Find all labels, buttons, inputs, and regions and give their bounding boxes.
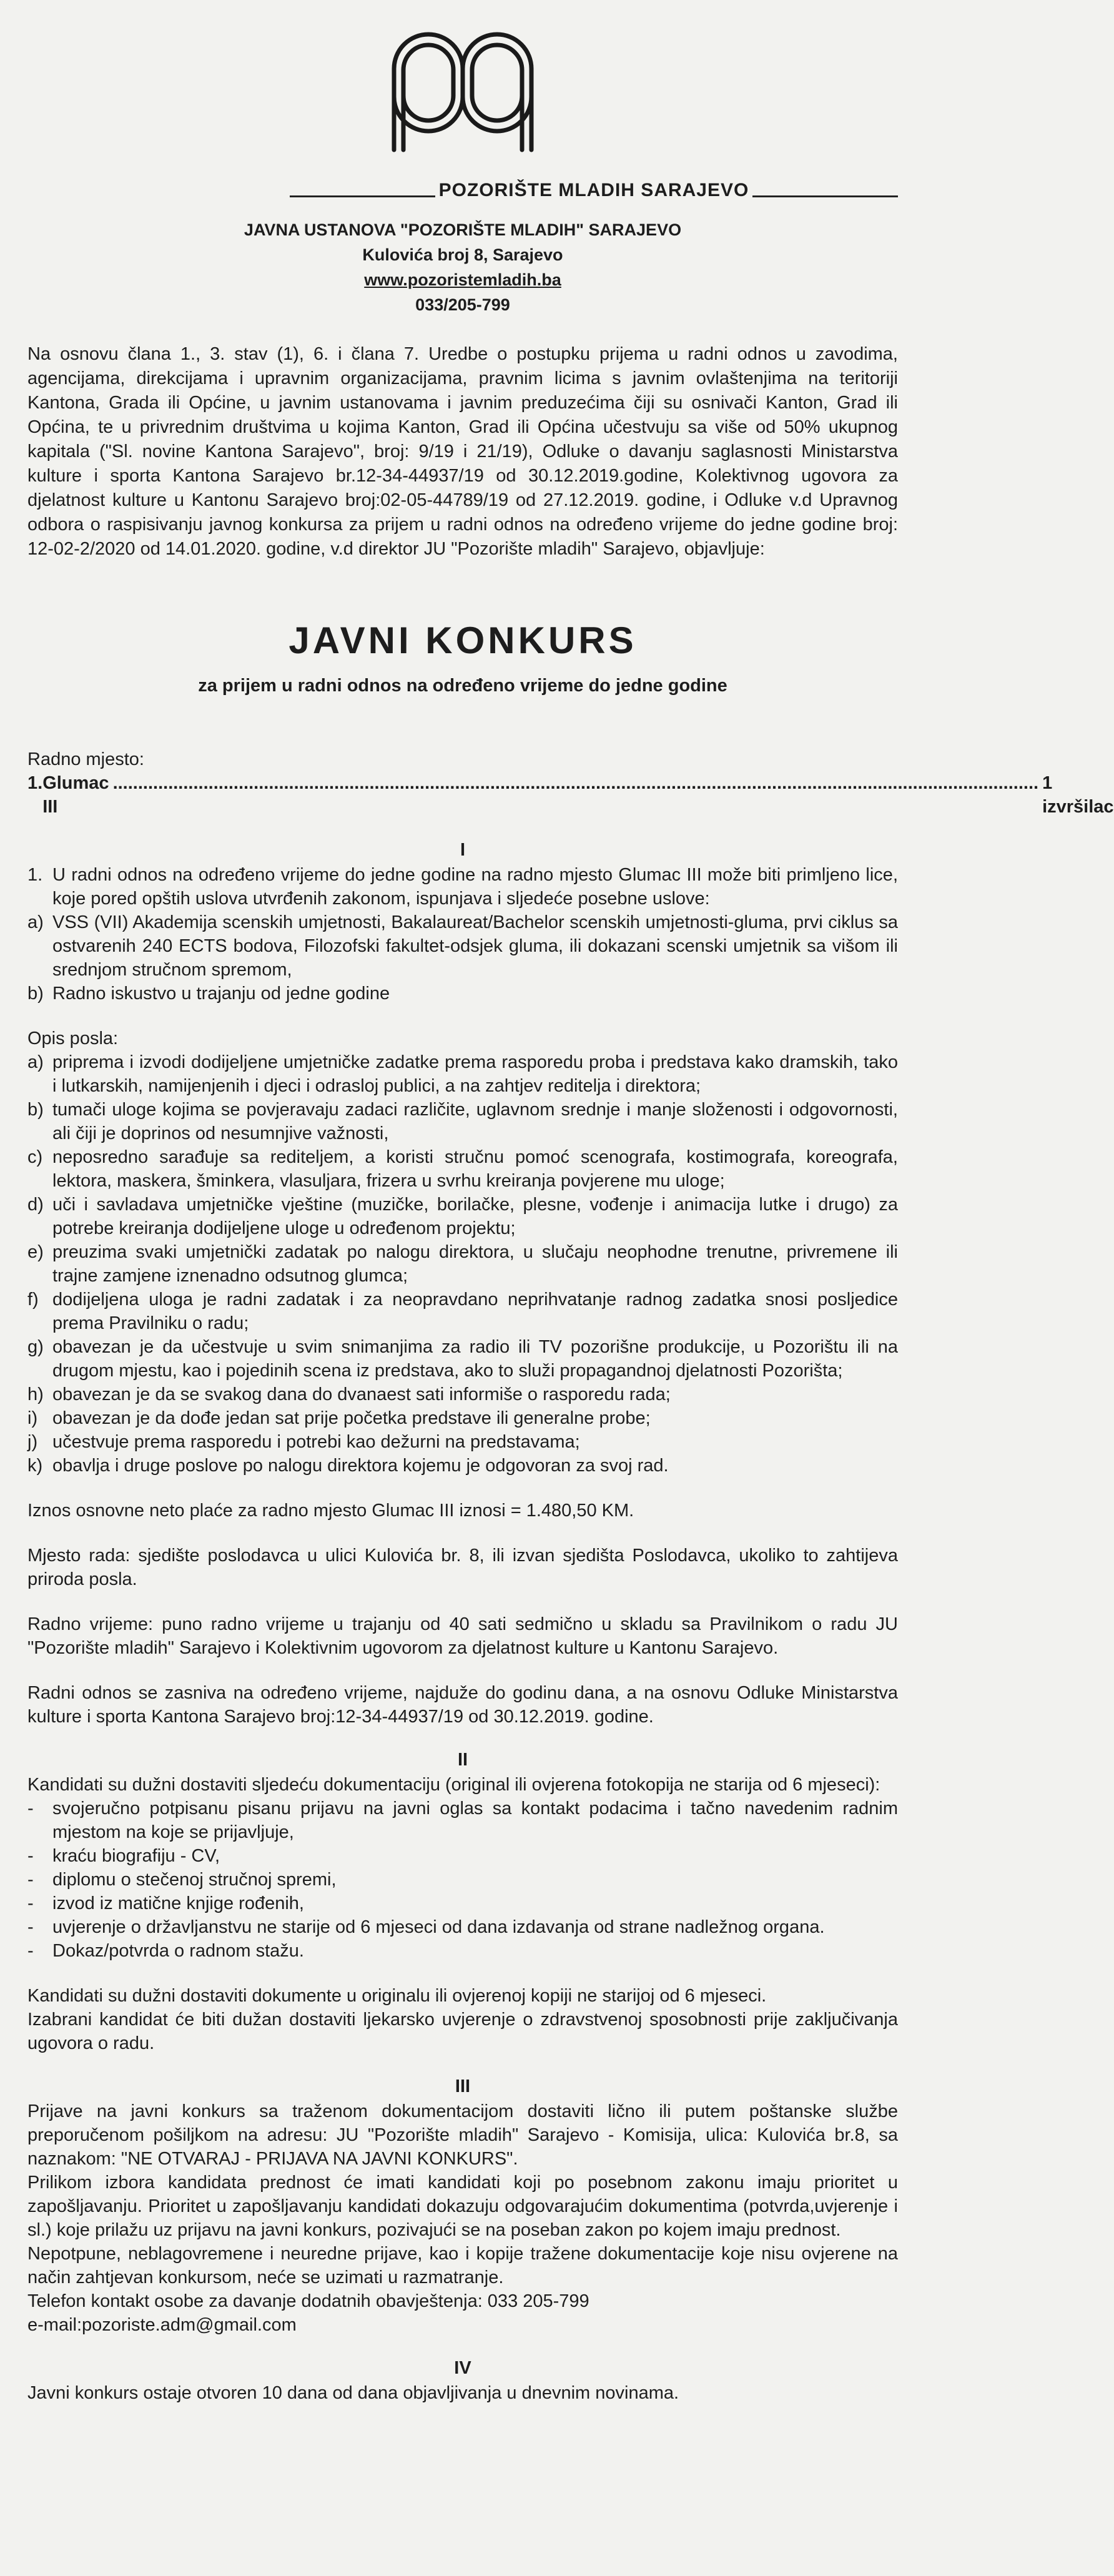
list-text: U radni odnos na određeno vrijeme do jedne godine na radno mjesto Glumac III može biti primljeno lice, koje pored opštih uslova utvrđenih zakonom, ispunjava i sljedeće posebne uslove:: [52, 865, 898, 909]
list-text: diplomu o stečenoj stručnoj spremi,: [52, 1870, 337, 1890]
list-marker: d): [27, 1195, 44, 1215]
list-text: izvod iz matične knjige rođenih,: [52, 1893, 304, 1913]
list-item: [27, 1145, 898, 1193]
position-number: 1.: [27, 773, 43, 793]
section-heading-3: III: [455, 2076, 471, 2096]
position-dot-leader: ........................................................................................................................................................................................: [112, 773, 1039, 793]
list-text: dodijeljena uloga je radni zadatak i za neopravdano neprihvatanje radnog zadatka snosi posljedice prema Pravilniku o radu;: [52, 1290, 898, 1333]
closing-paragraph: Javni konkurs ostaje otvoren 10 dana od dana objavljivanja u dnevnim novinama.: [27, 2383, 679, 2403]
list-marker: a): [27, 1052, 44, 1072]
documents-note-medical: Izabrani kandidat će biti dužan dostaviti ljekarsko uvjerenje o zdravstvenoj sposobnosti prije zaključivanja ugovora o radu.: [27, 2010, 898, 2053]
list-text: Dokaz/potvrda o radnom stažu.: [52, 1941, 304, 1961]
list-item: [27, 1383, 898, 1406]
header-rule-left: [290, 195, 435, 197]
list-item: [27, 1406, 898, 1430]
list-marker: -: [27, 1799, 34, 1818]
phone-number: 033/205-799: [415, 295, 510, 314]
working-time-paragraph: Radno vrijeme: puno radno vrijeme u trajanju od 40 sati sedmično u skladu sa Pravilnikom o radu JU "Pozorište mladih" Sarajevo i Kolektivnim ugovorom za djelatnost kulture u Kantonu Sarajevo.: [27, 1614, 898, 1658]
list-text: obavezan je da se svakog dana do dvanaest sati informiše o rasporedu rada;: [52, 1384, 671, 1404]
header-rule-right: [752, 195, 898, 197]
list-item: [27, 1240, 898, 1288]
street-address: Kulovića broj 8, Sarajevo: [362, 245, 563, 264]
duties-label: Opis posla:: [27, 1029, 119, 1049]
header-rule: [27, 180, 898, 201]
institution-address-block: [27, 217, 898, 317]
position-label: Radno mjesto:: [27, 749, 144, 769]
list-item: [27, 1454, 898, 1478]
list-item: [27, 1868, 898, 1892]
list-text: uči i savladava umjetničke vještine (muzičke, borilačke, plesne, vođenje i animacija lutke i drugo) za potrebe kreiranja dodijeljene uloge u određenom projektu;: [52, 1195, 898, 1238]
position-count: 1 izvršilac: [1042, 773, 1114, 817]
section-heading-1: I: [460, 840, 466, 860]
documents-list: [27, 1797, 898, 1963]
legal-basis-paragraph: Na osnovu člana 1., 3. stav (1), 6. i člana 7. Uredbe o postupku prijema u radni odnos u zavodima, agencijama, direkcijama i upravnim organizacijama, pravnim licima s javnim ovlaštenjima na teritoriji Kantona, Grada ili Općine, u javnim ustanovama i javnim preduzećima čiji su osnivači Kanton, Grad ili Općina, te u privrednim društvima u kojima Kanton, Grad ili Općina učestvuju sa više od 50% ukupnog kapitala ("Sl. novine Kantona Sarajevo", broj: 9/19 i 21/19), Odluke o davanju saglasnosti Ministarstva kulture i sporta Kantona Sarajevo br.12-34-44937/19 od 30.12.2019.godine, Kolektivnog ugovora za djelatnost kulture u Kantonu Sarajevo broj:02-05-44789/19 od 27.12.2019. godine, i Odluke v.d Upravnog odbora o raspisivanju javnog konkursa za prijem u radni odnos na određeno vrijeme do jedne godine broj: 12-02-2/2020 od 14.01.2020. godine, v.d direktor JU "Pozorište mladih" Sarajevo, objavljuje:: [27, 344, 898, 559]
list-item: [27, 1098, 898, 1145]
list-marker: f): [27, 1290, 39, 1310]
conditions-list: [27, 910, 898, 1005]
list-marker: -: [27, 1893, 34, 1913]
list-marker: e): [27, 1242, 44, 1262]
list-text: svojeručno potpisanu pisanu prijavu na javni oglas sa kontakt podacima i tačno navedenim radnim mjestom na koje se prijavljuje,: [52, 1799, 898, 1842]
incomplete-applications-paragraph: Nepotpune, neblagovremene i neuredne prijave, kao i kopije tražene dokumentacije koje nisu ovjerene na način zahtjevan konkursom, neće se uzimati u razmatranje.: [27, 2244, 898, 2287]
contact-phone: Telefon kontakt osobe za davanje dodatnih obavještenja: 033 205-799: [27, 2291, 589, 2311]
list-marker: g): [27, 1337, 44, 1357]
list-text: Radno iskustvo u trajanju od jedne godine: [52, 984, 390, 1004]
list-item: [27, 1844, 898, 1868]
list-text: uvjerenje o državljanstvu ne starije od 6 mjeseci od dana izdavanja od strane nadležnog organa.: [52, 1917, 825, 1937]
institution-name: JAVNA USTANOVA "POZORIŠTE MLADIH" SARAJEVO: [244, 220, 682, 239]
workplace-paragraph: Mjesto rada: sjedište poslodavca u ulici Kulovića br. 8, ili izvan sjedišta Poslodavca, ukoliko to zahtijeva priroda posla.: [27, 1546, 898, 1589]
list-text: obavlja i druge poslove po nalogu direktora kojemu je odgovoran za svoj rad.: [52, 1456, 669, 1476]
position-name: Glumac III: [42, 773, 109, 817]
list-marker: b): [27, 1100, 44, 1120]
submission-paragraph: Prijave na javni konkurs sa traženom dokumentacijom dostaviti lično ili putem poštanske službe preporučenom pošiljkom na adresu: JU "Pozorište mladih" Sarajevo - Komisija, ulica: Kulovića br.8, sa naznakom: "NE OTVARAJ - PRIJAVA NA JAVNI KONKURS".: [27, 2101, 898, 2169]
list-item: [27, 1797, 898, 1844]
documents-intro: Kandidati su dužni dostaviti sljedeću dokumentaciju (original ili ovjerena fotokopija ne starija od 6 mjeseci):: [27, 1775, 880, 1795]
list-marker: j): [27, 1432, 38, 1452]
list-item: [27, 1050, 898, 1098]
contact-email[interactable]: e-mail:pozoriste.adm@gmail.com: [27, 2315, 297, 2335]
list-item: [27, 1193, 898, 1240]
section-heading-4: IV: [454, 2358, 471, 2378]
announcement-subtitle: za prijem u radni odnos na određeno vrijeme do jedne godine: [198, 676, 727, 696]
theatre-name: POZORIŠTE MLADIH SARAJEVO: [438, 180, 749, 200]
list-marker: b): [27, 984, 44, 1004]
documents-note-original: Kandidati su dužni dostaviti dokumente u originalu ili ovjerenoj kopiji ne starijoj od 6 mjeseci.: [27, 1986, 767, 2006]
list-item: [27, 1288, 898, 1335]
list-text: tumači uloge kojima se povjeravaju zadaci različite, uglavnom srednje i manje složenosti i odgovornosti, ali čiji je doprinos od nesumnjive važnosti,: [52, 1100, 898, 1143]
website-link[interactable]: www.pozoristemladih.ba: [364, 270, 561, 289]
list-marker: k): [27, 1456, 43, 1476]
section-heading-2: II: [457, 1750, 468, 1770]
employment-duration-paragraph: Radni odnos se zasniva na određeno vrijeme, najduže do godinu dana, a na osnovu Odluke Ministarstva kulture i sporta Kantona Sarajevo broj:12-34-44937/19 od 30.12.2019. godine.: [27, 1683, 898, 1727]
list-item: [27, 1939, 898, 1963]
list-marker: i): [27, 1408, 38, 1428]
list-item: [27, 1915, 898, 1939]
list-marker: c): [27, 1147, 43, 1167]
list-marker: -: [27, 1941, 34, 1961]
list-marker: h): [27, 1384, 44, 1404]
position-row: [27, 771, 1114, 819]
list-text: kraću biografiju - CV,: [52, 1846, 220, 1866]
list-marker: a): [27, 912, 44, 932]
list-text: priprema i izvodi dodijeljene umjetničke zadatke prema rasporedu proba i predstava kako dramskih, tako i lutkarskih, namijenjenih i djeci i odrasloj publici, a na zahtjev reditelja i direktora;: [52, 1052, 898, 1096]
pm-monogram-logo-icon: [369, 25, 556, 156]
list-item: [27, 1430, 898, 1454]
list-text: učestvuje prema rasporedu i potrebi kao dežurni na predstavama;: [52, 1432, 580, 1452]
list-text: obavezan je da dođe jedan sat prije početka predstave ili generalne probe;: [52, 1408, 651, 1428]
list-item: [27, 863, 898, 910]
list-text: neposredno sarađuje sa rediteljem, a koristi stručnu pomoć scenografa, kostimografa, koreografa, lektora, maskera, šminkera, vlasuljara, frizera u svrhu kreiranja povjerene mu uloge;: [52, 1147, 898, 1191]
list-marker: -: [27, 1917, 34, 1937]
section1-intro: [27, 863, 898, 910]
list-text: VSS (VII) Akademija scenskih umjetnosti, Bakalaureat/Bachelor scenskih umjetnosti-gluma, prvi ciklus sa ostvarenih 240 ECTS bodova, Filozofski fakultet-odsjek gluma, ili dokazani scenski umjetnik sa višom ili srednjom stručnom spremom,: [52, 912, 898, 980]
list-marker: -: [27, 1870, 34, 1890]
list-marker: -: [27, 1846, 34, 1866]
list-item: [27, 1335, 898, 1383]
list-item: [27, 910, 898, 982]
list-text: preuzima svaki umjetnički zadatak po nalogu direktora, u slučaju neophodne trenutne, privremene ili trajne zamjene iznenadno odsutnog glumca;: [52, 1242, 898, 1286]
list-item: [27, 982, 898, 1005]
list-marker: 1.: [27, 865, 43, 885]
duties-list: [27, 1050, 898, 1478]
salary-paragraph: Iznos osnovne neto plaće za radno mjesto Glumac III iznosi = 1.480,50 KM.: [27, 1501, 634, 1521]
priority-paragraph: Prilikom izbora kandidata prednost će imati kandidati koji po posebnom zakonu imaju prioritet u zapošljavanju. Prioritet u zapošljavanju kandidati dokazuju odgovarajućim dokumentima (potvrda,uvjerenje i sl.) koje prilažu uz prijavu na javni konkurs, pozivajući se na poseban zakon po kojem imaju prednost.: [27, 2173, 898, 2240]
list-text: obavezan je da učestvuje u svim snimanjima za radio ili TV pozorišne produkcije, u Pozorištu ili na drugom mjestu, kao i pojedinih scena iz predstava, ako to služi propagandnoj djelatnosti Pozorišta;: [52, 1337, 898, 1381]
announcement-title: JAVNI KONKURS: [288, 619, 637, 661]
list-item: [27, 1892, 898, 1915]
